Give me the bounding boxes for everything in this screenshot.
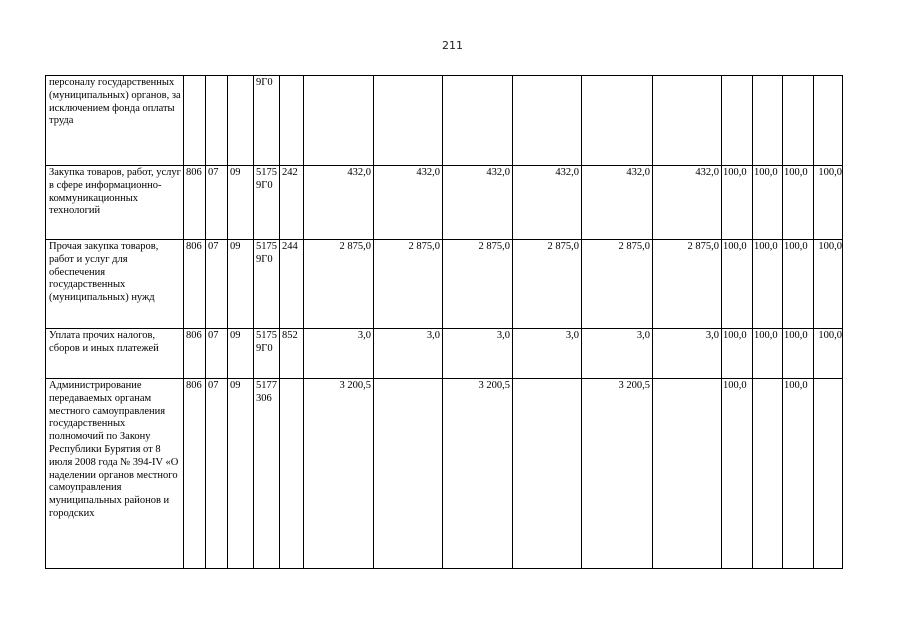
amount-cell bbox=[304, 76, 374, 166]
percent-cell: 100,0 bbox=[783, 240, 814, 329]
table-row bbox=[46, 240, 843, 329]
budget-table bbox=[45, 75, 843, 569]
percent-cell: 100,0 bbox=[814, 240, 843, 329]
percent-cell bbox=[722, 76, 753, 166]
amount-cell: 432,0 bbox=[443, 166, 513, 240]
dept-code-cell: 806 bbox=[184, 240, 206, 329]
target-article-cell bbox=[254, 76, 280, 166]
target-article-line: 9Г0 bbox=[256, 342, 273, 354]
section-code-cell bbox=[206, 76, 228, 166]
percent-cell: 100,0 bbox=[814, 166, 843, 240]
dept-code-cell: 806 bbox=[184, 379, 206, 569]
target-article-line: 5175 bbox=[256, 241, 277, 252]
table-row bbox=[46, 76, 843, 166]
subsection-code-cell: 09 bbox=[228, 329, 254, 379]
table-row bbox=[46, 166, 843, 240]
amount-cell: 2 875,0 bbox=[653, 240, 722, 329]
section-code-cell: 07 bbox=[206, 166, 228, 240]
amount-cell bbox=[443, 76, 513, 166]
percent-cell bbox=[814, 379, 843, 569]
amount-cell bbox=[653, 379, 722, 569]
target-article-line: 9Г0 bbox=[256, 253, 273, 265]
expense-type-cell bbox=[280, 379, 304, 569]
amount-cell: 432,0 bbox=[582, 166, 653, 240]
amount-cell: 432,0 bbox=[513, 166, 582, 240]
percent-cell: 100,0 bbox=[722, 329, 753, 379]
amount-cell: 2 875,0 bbox=[443, 240, 513, 329]
percent-cell: 100,0 bbox=[783, 166, 814, 240]
section-code-cell: 07 bbox=[206, 379, 228, 569]
expense-type-cell: 244 bbox=[280, 240, 304, 329]
amount-cell: 3,0 bbox=[582, 329, 653, 379]
dept-code-cell: 806 bbox=[184, 166, 206, 240]
percent-cell bbox=[783, 76, 814, 166]
expense-type-cell: 852 bbox=[280, 329, 304, 379]
subsection-code-cell bbox=[228, 76, 254, 166]
amount-cell: 3,0 bbox=[513, 329, 582, 379]
percent-cell: 100,0 bbox=[783, 329, 814, 379]
percent-cell bbox=[753, 76, 783, 166]
amount-cell: 3,0 bbox=[653, 329, 722, 379]
amount-cell: 2 875,0 bbox=[513, 240, 582, 329]
subsection-code-cell: 09 bbox=[228, 240, 254, 329]
amount-cell: 432,0 bbox=[653, 166, 722, 240]
table-row bbox=[46, 379, 843, 569]
target-article-line: 5175 bbox=[256, 167, 277, 178]
target-article-line: 9Г0 bbox=[256, 77, 273, 88]
row-name-cell: Администрирование передаваемых органам местного самоуправления государственных полномочий по Закону Республики Бурятия от 8 июля 2008 года № 394-IV «О наделении органов местного самоуправления муниципальных районов и городских bbox=[46, 379, 184, 569]
amount-cell: 3 200,5 bbox=[304, 379, 374, 569]
amount-cell: 3 200,5 bbox=[582, 379, 653, 569]
amount-cell: 3,0 bbox=[443, 329, 513, 379]
percent-cell bbox=[814, 76, 843, 166]
row-name-cell: Прочая закупка товаров, работ и услуг для обеспечения государственных (муниципальных) нужд bbox=[46, 240, 184, 329]
amount-cell: 2 875,0 bbox=[582, 240, 653, 329]
percent-cell: 100,0 bbox=[722, 379, 753, 569]
target-article-cell bbox=[254, 240, 280, 329]
table-body bbox=[46, 76, 843, 569]
amount-cell bbox=[374, 76, 443, 166]
percent-cell: 100,0 bbox=[814, 329, 843, 379]
expense-type-cell bbox=[280, 76, 304, 166]
dept-code-cell: 806 bbox=[184, 329, 206, 379]
dept-code-cell bbox=[184, 76, 206, 166]
percent-cell: 100,0 bbox=[783, 379, 814, 569]
row-name-cell: персоналу государственных (муниципальных) органов, за исключением фонда оплаты труда bbox=[46, 76, 184, 166]
amount-cell: 432,0 bbox=[304, 166, 374, 240]
subsection-code-cell: 09 bbox=[228, 166, 254, 240]
row-name-cell: Уплата прочих налогов, сборов и иных платежей bbox=[46, 329, 184, 379]
target-article-cell bbox=[254, 166, 280, 240]
target-article-cell bbox=[254, 329, 280, 379]
amount-cell bbox=[582, 76, 653, 166]
percent-cell: 100,0 bbox=[722, 240, 753, 329]
expense-type-cell: 242 bbox=[280, 166, 304, 240]
target-article-line: 5177 bbox=[256, 380, 277, 391]
amount-cell: 2 875,0 bbox=[374, 240, 443, 329]
subsection-code-cell: 09 bbox=[228, 379, 254, 569]
amount-cell: 3,0 bbox=[304, 329, 374, 379]
percent-cell bbox=[753, 379, 783, 569]
section-code-cell: 07 bbox=[206, 240, 228, 329]
section-code-cell: 07 bbox=[206, 329, 228, 379]
target-article-line: 306 bbox=[256, 392, 272, 404]
percent-cell: 100,0 bbox=[753, 329, 783, 379]
amount-cell bbox=[513, 379, 582, 569]
target-article-line: 9Г0 bbox=[256, 179, 273, 191]
amount-cell: 3 200,5 bbox=[443, 379, 513, 569]
row-name-cell: Закупка товаров, работ, услуг в сфере информационно-коммуникационных технологий bbox=[46, 166, 184, 240]
amount-cell bbox=[374, 379, 443, 569]
percent-cell: 100,0 bbox=[753, 166, 783, 240]
target-article-line: 5175 bbox=[256, 330, 277, 341]
percent-cell: 100,0 bbox=[722, 166, 753, 240]
amount-cell bbox=[653, 76, 722, 166]
percent-cell: 100,0 bbox=[753, 240, 783, 329]
amount-cell: 3,0 bbox=[374, 329, 443, 379]
table-row bbox=[46, 329, 843, 379]
amount-cell bbox=[513, 76, 582, 166]
amount-cell: 2 875,0 bbox=[304, 240, 374, 329]
page-number: 211 bbox=[442, 39, 463, 52]
target-article-cell bbox=[254, 379, 280, 569]
amount-cell: 432,0 bbox=[374, 166, 443, 240]
